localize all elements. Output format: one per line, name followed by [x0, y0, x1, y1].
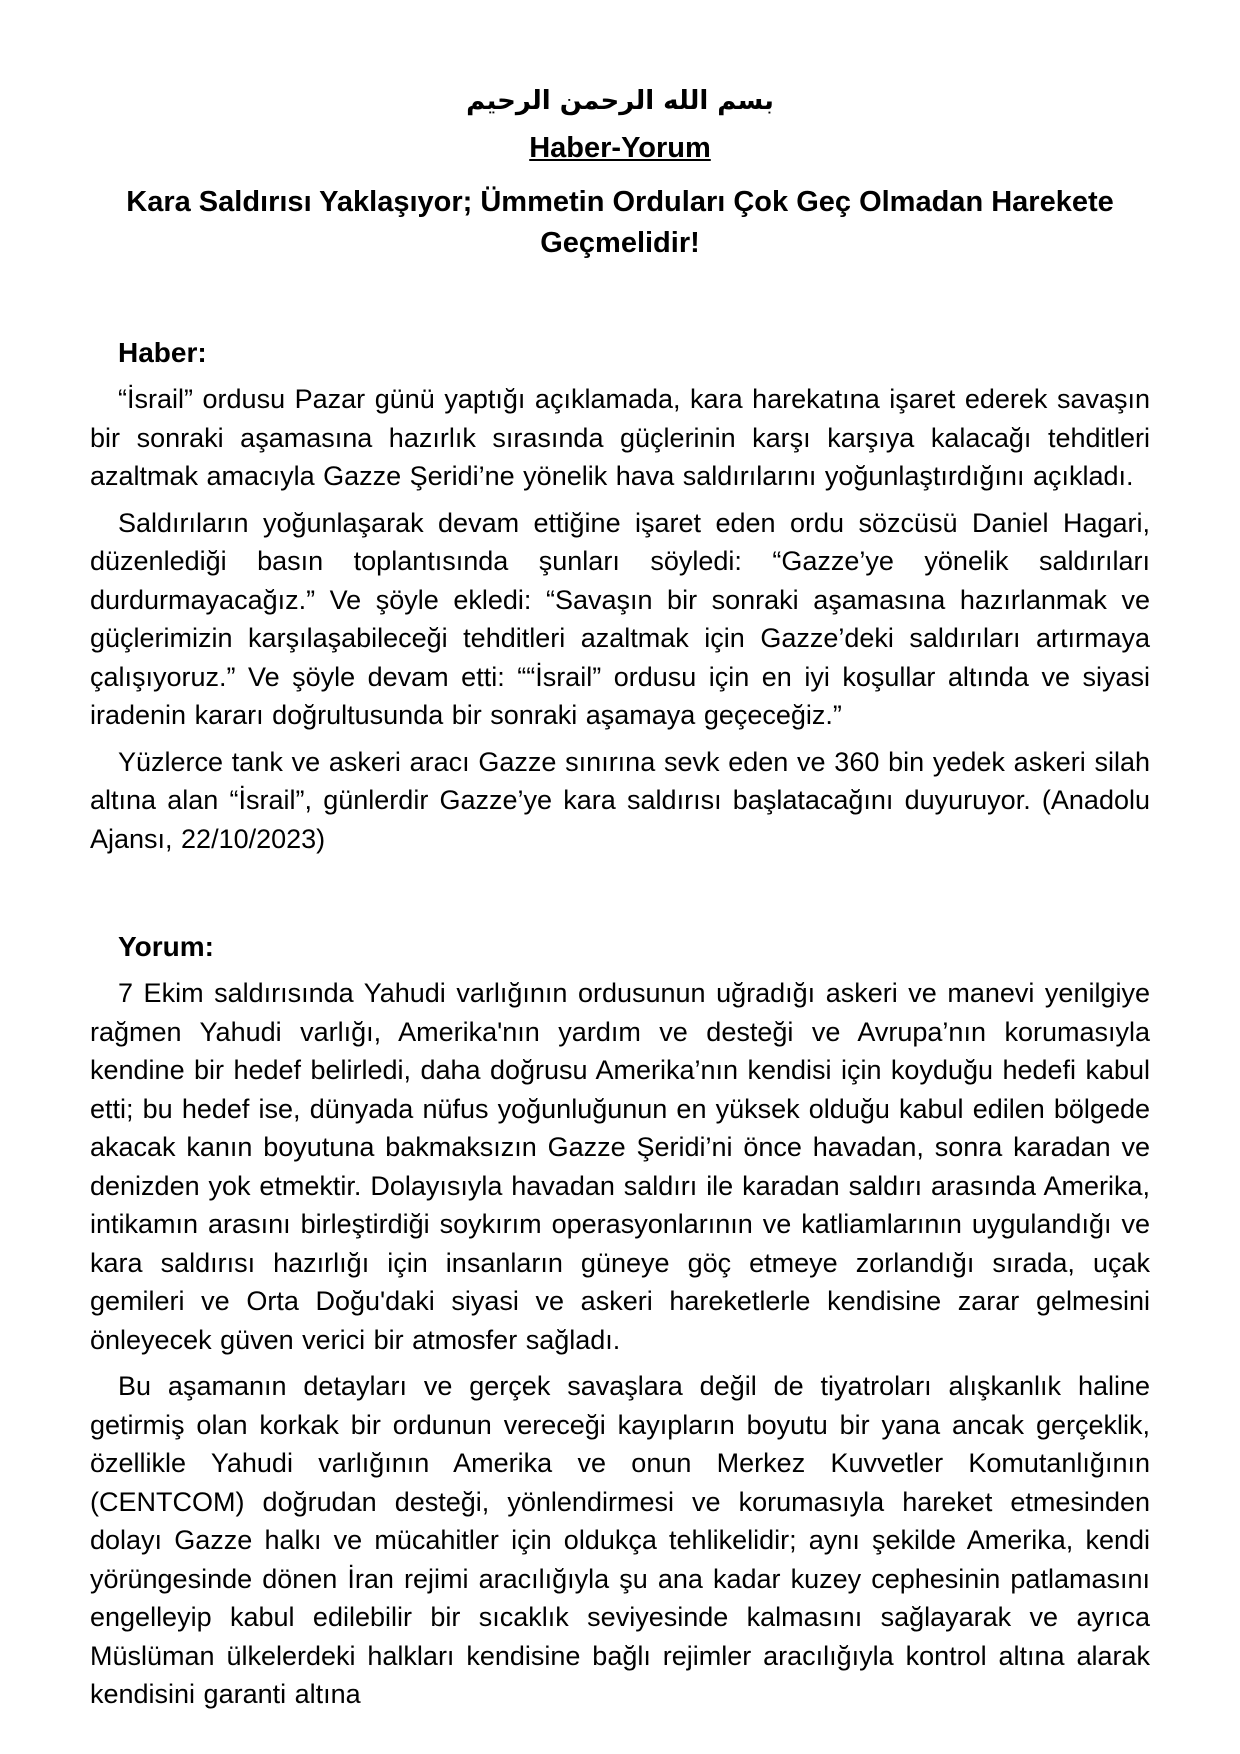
haber-heading: Haber: [118, 337, 207, 368]
haber-paragraph-2: Saldırıların yoğunlaşarak devam ettiğine işaret eden ordu sözcüsü Daniel Hagari, düzenlediği basın toplantısında şunları söyledi: “Gazze’ye yönelik saldırıları durdurmayacağız.” Ve şöyle ekledi: “Savaşın bir sonraki aşamasına hazırlanmak ve güçlerimizin karşılaşabileceği tehditleri azaltmak için Gazze’deki saldırıları artırmaya çalışıyoruz.” Ve şöyle devam etti: ““İsrail” ordusu için en iyi koşullar altında ve siyasi iradenin kararı doğrultusunda bir sonraki aşamaya geçeceğiz.” [90, 507, 1150, 730]
haber-paragraph-3: Yüzlerce tank ve askeri aracı Gazze sınırına sevk eden ve 360 bin yedek askeri silah altına alan “İsrail”, günlerdir Gazze’ye kara saldırısı başlatacağını duyuruyor. (Anadolu Ajansı, 22/10/2023) [90, 746, 1150, 854]
yorum-heading: Yorum: [118, 931, 214, 962]
bismillah-text: بسم الله الرحمن الرحيم [466, 86, 774, 116]
headline: Kara Saldırısı Yaklaşıyor; Ümmetin Orduları Çok Geç Olmadan Harekete Geçmelidir! [126, 186, 1114, 259]
yorum-paragraph-2: Bu aşamanın detayları ve gerçek savaşlara değil de tiyatroları alışkanlık haline getirmiş olan korkak bir ordunun vereceği kayıpların boyutu bir yana ancak gerçeklik, özellikle Yahudi varlığının Amerika ve onun Merkez Kuvvetler Komutanlığının (CENTCOM) doğrudan desteği, yönlendirmesi ve korumasıyla hareket etmesinden dolayı Gazze halkı ve mücahitler için oldukça tehlikelidir; aynı şekilde Amerika, kendi yörüngesinde dönen İran rejimi aracılığıyla şu ana kadar kuzey cephesinin patlamasını engelleyip kabul edilebilir bir sıcaklık seviyesinde kalmasını sağlayarak ve ayrıca Müslüman ülkelerdeki halkları kendisine bağlı rejimler aracılığıyla kontrol altına alarak kendisini garanti altına [90, 1371, 1150, 1709]
doc-title: Haber-Yorum [529, 132, 711, 164]
haber-section [90, 336, 1150, 858]
yorum-paragraph-1: 7 Ekim saldırısında Yahudi varlığının ordusunun uğradığı askeri ve manevi yenilgiye rağmen Yahudi varlığı, Amerika'nın yardım ve desteği ve Avrupa’nın korumasıyla kendine bir hedef belirledi, daha doğrusu Amerika’nın kendisi için koyduğu hedefi kabul etti; bu hedef ise, dünyada nüfus yoğunluğunun en yüksek olduğu kabul edilen bölgede akacak kanın boyutuna bakmaksızın Gazze Şeridi’ni önce havadan, sonra karadan ve denizden yok etmektir. Dolayısıyla havadan saldırı ile karadan saldırı arasında Amerika, intikamın arasını birleştirdiği soykırım operasyonlarının ve katliamlarının uygulandığı ve kara saldırısı hazırlığı için insanların güneye göç etmeye zorlandığı sırada, uçak gemileri ve Orta Doğu'daki siyasi ve askeri hareketlerle kendisine zarar gelmesini önleyecek güven verici bir atmosfer sağladı. [90, 978, 1150, 1355]
haber-paragraph-1: “İsrail” ordusu Pazar günü yaptığı açıklamada, kara harekatına işaret ederek savaşın bir sonraki aşamasına hazırlık sırasında güçlerinin karşı karşıya kalacağı tehditleri azaltmak amacıyla Gazze Şeridi’ne yönelik hava saldırılarını yoğunlaştırdığını açıkladı. [90, 384, 1150, 491]
yorum-section [90, 930, 1150, 1714]
